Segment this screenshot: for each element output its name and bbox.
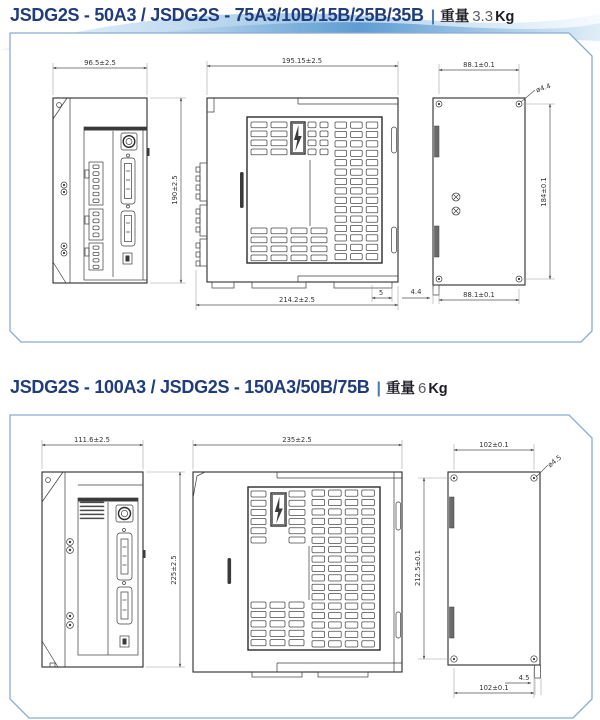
weight-label-2: 重量 — [385, 381, 415, 397]
section-2-title — [10, 377, 448, 398]
weight-unit-1: Kg — [495, 9, 515, 25]
front-view-2 — [42, 472, 146, 667]
keyhole-slot — [450, 497, 455, 528]
dim-rear-pitch-bottom-2: 102±0.1 — [479, 684, 509, 692]
vent-grid — [335, 122, 378, 260]
dim-rear-pitch-bottom-1: 88.1±0.1 — [463, 291, 495, 299]
side-view-2 — [193, 472, 402, 677]
dim-rear-pitch-top-2: 102±0.1 — [479, 441, 509, 449]
dim-tab-2: 4.5 — [518, 674, 530, 682]
lightning-warning-icon — [291, 122, 305, 154]
vent-grid — [251, 602, 304, 646]
dim-side-overall-depth-1: 214.2±2.5 — [279, 296, 315, 304]
front-view-1 — [53, 98, 150, 283]
dim-rear-pitch-top-1: 88.1±0.1 — [463, 61, 495, 69]
model-names-2: JSDG2S - 100A3 / JSDG2S - 150A3/50B/75B — [10, 377, 370, 397]
dim-hole-dia-1: ø4.4 — [535, 81, 552, 95]
keyhole-slot — [435, 126, 440, 157]
handle-slot — [240, 172, 244, 208]
section-1-title — [10, 5, 514, 26]
dim-front-width-1: 96.5±2.5 — [84, 59, 116, 67]
dim-rear-pitch-height-2: 212.5±0.1 — [414, 550, 422, 586]
keyhole-slot — [450, 607, 455, 638]
weight-unit-2: Kg — [428, 381, 448, 397]
weight-label-1: 重量 — [440, 9, 470, 25]
lightning-warning-icon — [271, 493, 286, 526]
dim-side-depth-2: 235±2.5 — [282, 436, 312, 444]
model-names-1: JSDG2S - 50A3 / JSDG2S - 75A3/10B/15B/25B/35B — [10, 5, 424, 25]
separator-1: | — [430, 8, 436, 25]
dim-tab-1: 4.4 — [410, 288, 422, 296]
weight-value-2: 6 — [417, 380, 427, 397]
dim-side-depth-1: 195.15±2.5 — [281, 57, 323, 65]
handle-slot — [228, 558, 232, 584]
dim-front-width-2: 111.6±2.5 — [74, 436, 110, 444]
weight-value-1: 3.3 — [472, 8, 494, 25]
dim-hole-dia-2: ø4.5 — [546, 453, 564, 470]
keyhole-slot — [435, 226, 440, 257]
dim-front-height-1: 190±2.5 — [171, 175, 179, 205]
dim-rear-pitch-height-1: 184±0.1 — [540, 177, 548, 207]
side-view-1 — [196, 98, 398, 288]
rear-view-1 — [433, 98, 525, 295]
separator-2: | — [376, 380, 381, 397]
dim-front-height-2: 225±2.5 — [170, 555, 178, 585]
rear-view-2 — [448, 472, 541, 678]
dim-foot-1: 5 — [378, 289, 384, 297]
